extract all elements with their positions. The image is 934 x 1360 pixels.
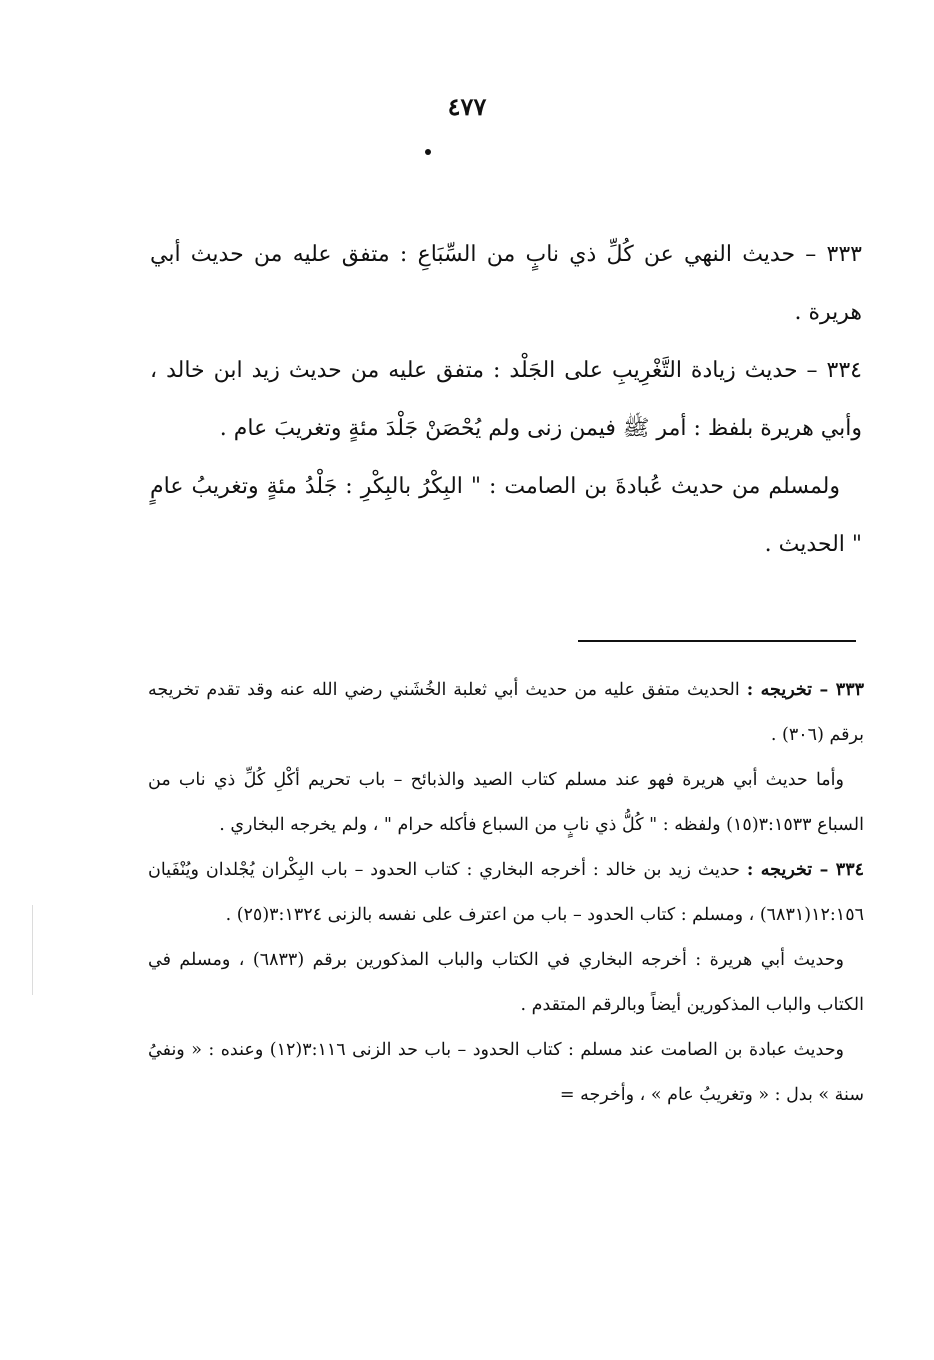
footnote-label: ٣٣٤ – تخريجه : [746,860,864,880]
footnote-334 [148,848,864,938]
footnotes [148,668,864,1118]
footnote-text: وحديث أبي هريرة : أخرجه البخاري في الكتاب والباب المذكورين برقم (٦٨٣٣) ، ومسلم في الكتاب والباب المذكورين أيضاً وبالرقم المتقدم . [148,950,864,1015]
footnote-text: حديث زيد بن خالد : أخرجه البخاري : كتاب الحدود – باب البِكْران يُجْلدان ويُنْفَيان ١٢:١٥٦(٦٨٣١) ، ومسلم : كتاب الحدود – باب من اعترف على نفسه بالزنى ٣:١٣٢٤(٢٥) . [148,860,864,925]
muslim-narration-paragraph: ولمسلم من حديث عُبادةَ بن الصامت : " البِكْرُ بالبِكْرِ : جَلْدُ مئةٍ وتغريبُ عامٍ " الحديث . [150,474,862,557]
footnote-label: ٣٣٣ – تخريجه : [746,680,864,700]
ornament-dot [425,149,431,155]
footnote-text: وأما حديث أبي هريرة فهو عند مسلم كتاب الصيد والذبائح – باب تحريم أكْلِ كُلِّ ذي ناب من السباع ٣:١٥٣٣(١٥) ولفظه : " كُلُّ ذي نابٍ من السباع فأكله حرام " ، ولم يخرجه البخاري . [148,770,864,835]
footnote-separator [578,640,856,642]
page-number: ٤٧٧ [447,92,487,121]
main-text [150,226,862,574]
footnote-334-ubada [148,1028,864,1118]
footnote-333-abu-hurayra [148,758,864,848]
hadith-333-paragraph: ٣٣٣ – حديث النهي عن كُلِّ ذي نابٍ من السِّبَاعِ : متفق عليه من حديث أبي هريرة . [150,242,862,325]
footnote-334-abu-hurayra [148,938,864,1028]
scan-margin-line [32,905,33,995]
footnote-333 [148,668,864,758]
footnote-text: الحديث متفق عليه من حديث أبي ثعلبة الخُشَني رضي الله عنه وقد تقدم تخريجه برقم (٣٠٦) . [148,680,864,745]
footnote-text: وحديث عبادة بن الصامت عند مسلم : كتاب الحدود – باب حد الزنى ٣:١١٦(١٢) وعنده : « ونفيُ سنة » بدل : « وتغريبُ عام » ، وأخرجه = [148,1040,864,1105]
hadith-334-paragraph: ٣٣٤ – حديث زيادة التَّغْرِيبِ على الجَلْد : متفق عليه من حديث زيد ابن خالد ، وأبي هريرة بلفظ : أمر ﷺ فيمن زنى ولم يُحْصَنْ جَلْدَ مئةٍ وتغريبَ عام . [150,358,862,441]
